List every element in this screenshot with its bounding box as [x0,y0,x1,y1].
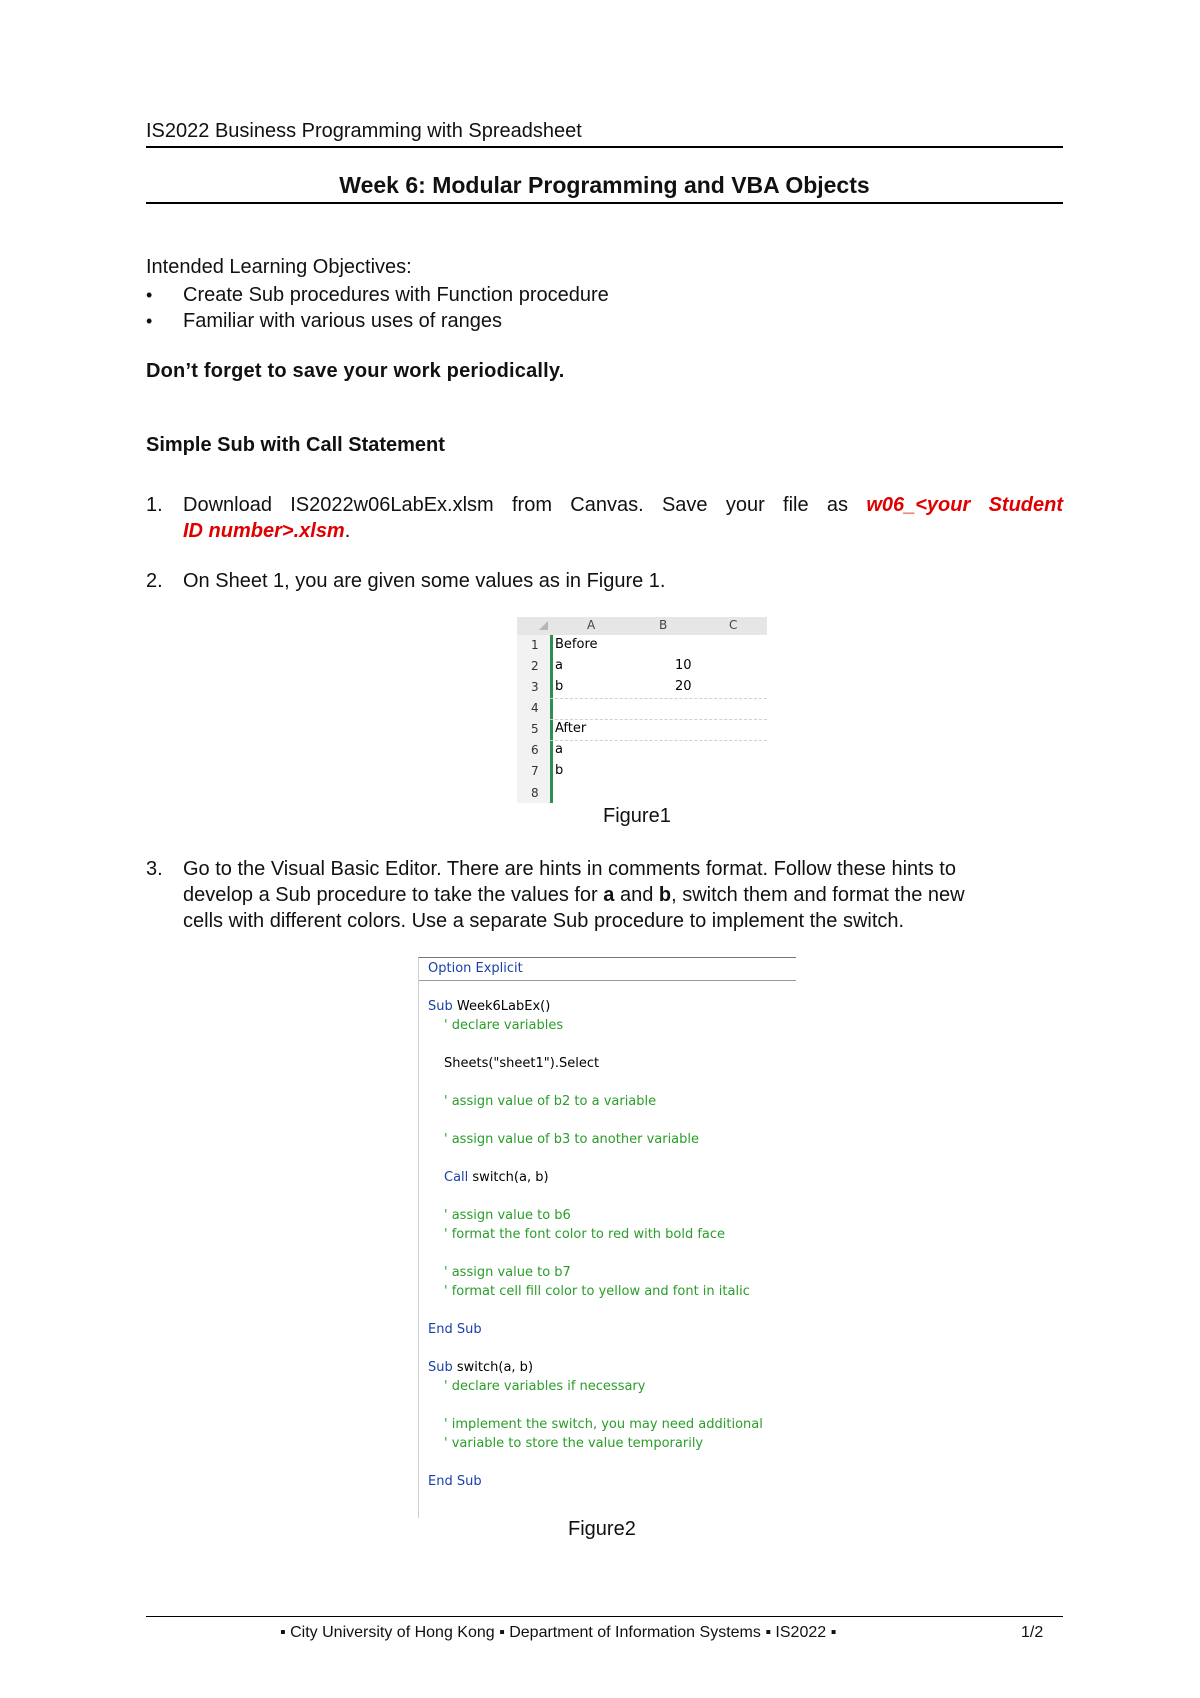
cell-b2: 10 [675,658,692,673]
code-line: ' assign value of b2 to a variable [444,1094,657,1109]
bullet-icon: • [146,311,153,331]
select-all-icon [539,621,548,630]
step-number: 2. [146,570,163,592]
column-header: B [659,618,668,632]
filename-pattern-cont: ID number>.xlsm [183,520,345,542]
header-divider [146,146,1063,148]
code-line: Sheets("sheet1").Select [444,1056,600,1071]
code-line: End Sub [428,1474,482,1489]
code-line: ' declare variables [444,1018,564,1033]
step-text: Download IS2022w06LabEx.xlsm from Canvas. Save your file as w06_<your Student ID number>.xlsm. [183,494,1064,542]
code-line: ' variable to store the value temporarily [444,1436,704,1451]
step-number: 3. [146,858,163,880]
code-line: ' assign value to b6 [444,1208,571,1223]
bullet-icon: • [146,285,153,305]
course-header: IS2022 Business Programming with Spreadsheet [146,120,582,142]
list-item: • Familiar with various uses of ranges [146,310,503,332]
row-gridline [550,719,767,720]
code-divider [419,980,796,981]
column-header: C [729,618,738,632]
cell-a6: a [555,742,563,757]
code-line: Option Explicit [428,961,523,976]
row-gridline [550,698,767,699]
cell-a5: After [555,721,587,736]
code-line: ' declare variables if necessary [444,1379,646,1394]
page-title: Week 6: Modular Programming and VBA Objects [339,172,870,198]
code-line: ' assign value of b3 to another variable [444,1132,700,1147]
cell-a7: b [555,763,564,778]
code-line: ' format cell fill color to yellow and font in italic [444,1284,750,1299]
objectives-list [146,282,609,334]
row-gridline [550,740,767,741]
column-header: A [587,618,596,632]
footer-text: ▪ City University of Hong Kong ▪ Department of Information Systems ▪ IS2022 ▪ [280,1624,837,1641]
step-text: On Sheet 1, you are given some values as in Figure 1. [183,570,666,592]
code-line: ' assign value to b7 [444,1265,571,1280]
code-line: ' format the font color to red with bold face [444,1227,726,1242]
code-line: Sub switch(a, b) [428,1360,534,1375]
list-item: • Create Sub procedures with Function procedure [146,284,609,306]
section-heading: Simple Sub with Call Statement [146,434,445,456]
row-header-bar: 1 2 3 4 5 6 7 8 [517,635,553,803]
save-reminder: Don’t forget to save your work periodically. [146,360,565,382]
figure2-vba-code [418,957,796,1518]
code-line: End Sub [428,1322,482,1337]
cell-a3: b [555,679,564,694]
code-line: Sub Week6LabEx() [428,999,551,1014]
code-line: Call switch(a, b) [444,1170,549,1185]
cell-a2: a [555,658,563,673]
cell-a1: Before [555,637,598,652]
page-number: 1/2 [1021,1624,1044,1641]
title-divider [146,202,1063,204]
figure1-spreadsheet [517,617,767,803]
step-text: Go to the Visual Basic Editor. There are hints in comments format. Follow these hints to develop a Sub procedure to take the values for a and b, switch them and format the new cells with different colors. Use a separate Sub procedure to implement the switch. [183,858,965,932]
filename-pattern: w06_<your Student [866,494,1064,516]
cell-b3: 20 [675,679,692,694]
code-line: ' implement the switch, you may need additional [444,1417,763,1432]
figure1-caption: Figure1 [603,805,671,827]
objectives-heading: Intended Learning Objectives: [146,256,412,278]
step-number: 1. [146,494,163,516]
column-header-bar [517,617,767,635]
footer-divider [146,1616,1063,1617]
figure2-caption: Figure2 [568,1518,636,1540]
